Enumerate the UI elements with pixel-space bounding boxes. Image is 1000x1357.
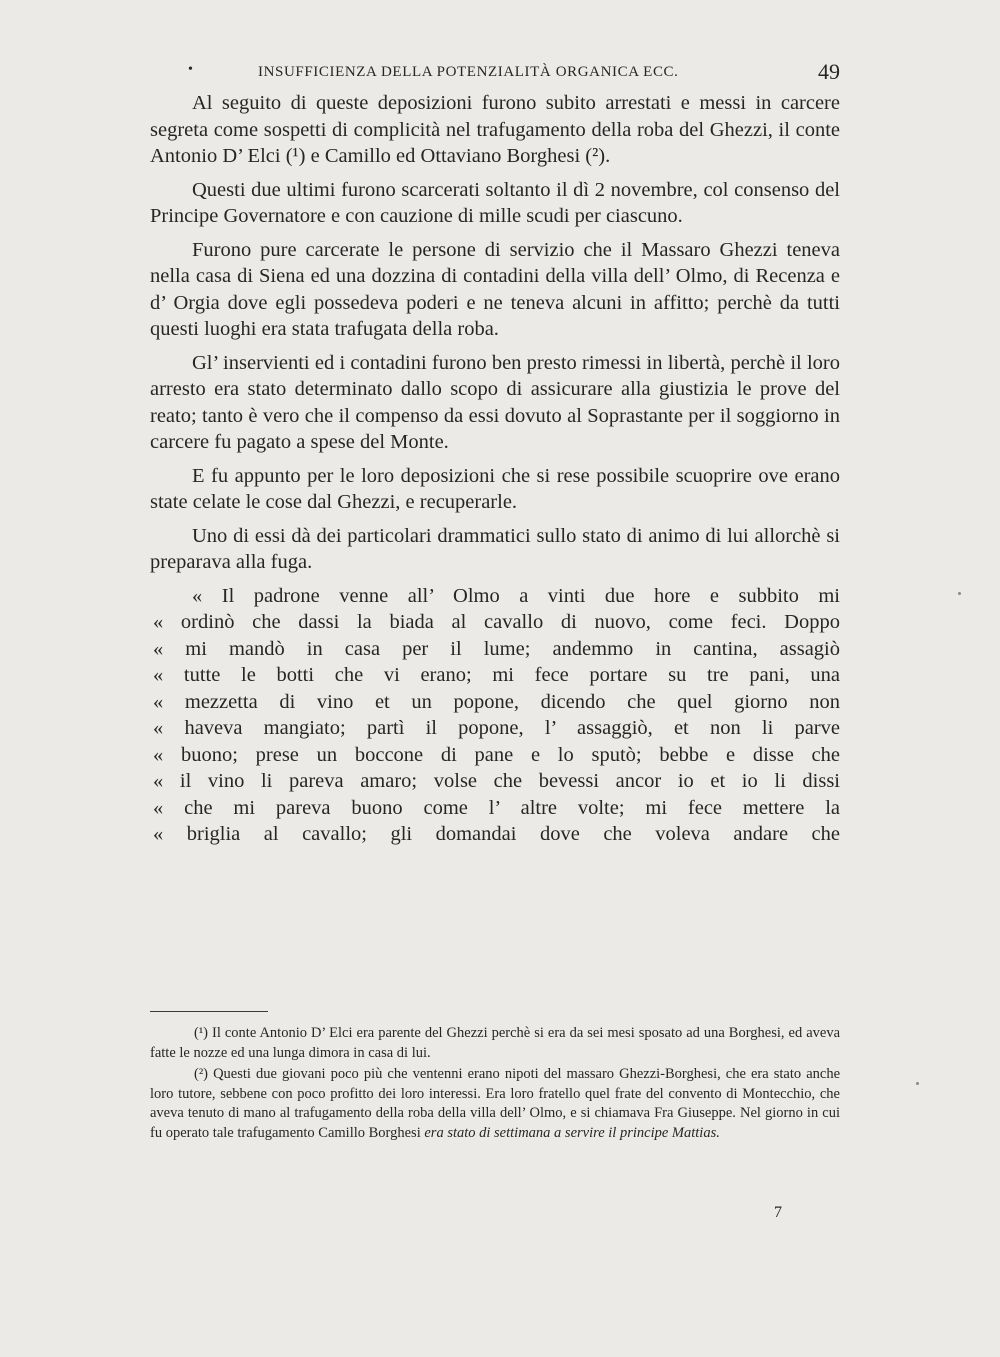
quote-line: « briglia al cavallo; gli domandai dove che voleva andare che [153, 823, 840, 845]
paragraph-drama: Uno di essi dà dei particolari drammatici sullo stato di animo di lui allorchè si preparava alla fuga. [150, 524, 840, 573]
paragraph-text: . [605, 145, 611, 167]
quote-line: « tutte le botti che vi erano; mi fece portare su tre pani, una [153, 664, 840, 686]
footnote-text: Il conte Antonio D’ Elci era parente del Ghezzi perchè si era da sei mesi sposato ad una Borghesi, ed aveva fatte le nozze ed una lunga dimora in casa di lui. [150, 1025, 840, 1061]
footnote-1 [150, 1024, 840, 1063]
footnote-2 [150, 1065, 840, 1143]
paragraph-liberty: Gl’ inservienti ed i contadini furono ben presto rimessi in libertà, perchè il loro arresto era stato determinato dallo scopo di assicurare alla giustizia le prove del reato; tanto è vero che il compenso da essi dovuto al Soprastante per il soggiorno in carcere fu pagato a spese del Monte. [150, 351, 840, 453]
footnote-mark: (²) [194, 1066, 209, 1082]
quote-line: « mezzetta di vino et un popone, dicendo che quel giorno non [153, 690, 840, 713]
footnotes [150, 1024, 840, 1145]
quote-line: « che mi pareva buono come l’ altre volte; mi fece mettere la [153, 796, 840, 819]
header-bullet: • [188, 62, 193, 77]
quoted-testimony [150, 583, 840, 848]
signature-mark: 7 [774, 1204, 782, 1221]
quote-line: « buono; prese un boccone di pane e lo sputò; bebbe e disse che [153, 743, 840, 766]
footnote-text: Questi due giovani poco più che ventenni erano nipoti del massaro Ghezzi-Borghesi, che era stato anche loro tutore, sebbene con poco profitto dei loro interessi. Era loro fratello quel frate del convento di Montecchio, che aveva tenuto di mano al trafugamento della roba della villa dell’ Olmo, e si chiamava Fra Giuseppe. Nel giorno in cui fu operato tale trafugamento Camillo Borghesi [150, 1066, 840, 1141]
running-head-title: INSUFFICIENZA DELLA POTENZIALITÀ ORGANICA ECC. [258, 64, 679, 80]
footnote-ref-2: (²) [585, 145, 606, 167]
running-head [188, 60, 840, 88]
quote-line: « Il padrone venne all’ Olmo a vinti due hore e subbito mi [192, 584, 840, 607]
quote-line: « haveva mangiato; partì il popone, l’ assaggiò, et non li parve [153, 717, 840, 739]
paragraph-release: Questi due ultimi furono scarcerati soltanto il dì 2 novembre, col consenso del Principe Governatore e con cauzione di mille scudi per ciascuno. [150, 178, 840, 227]
paragraph-servants: Furono pure carcerate le persone di servizio che il Massaro Ghezzi teneva nella casa di Siena ed una dozzina di contadini della villa dell’ Olmo, di Recenza e d’ Orgia dove egli possedeva poderi e ne teneva alcuni in affitto; perchè da tutti questi luoghi era stata trafugata della roba. [150, 238, 840, 340]
paragraph-arrests [150, 90, 840, 170]
quote-line: « il vino li pareva amaro; volse che bevessi ancor io et io li dissi [153, 770, 840, 792]
quote-line: « mi mandò in casa per il lume; andemmo in cantina, assagiò [153, 637, 840, 660]
body-text [150, 90, 840, 848]
paragraph-text: e Camillo ed Ottaviano Borghesi [305, 145, 586, 167]
footnote-italic-text: era stato di settimana a servire il principe Mattias. [424, 1124, 720, 1141]
footnote-divider [150, 1011, 268, 1012]
paragraph-depositions: E fu appunto per le loro deposizioni che si rese possibile scuoprire ove erano state celate le cose dal Ghezzi, e recuperarle. [150, 464, 840, 513]
paper-speck [916, 1082, 919, 1085]
footnote-ref-1: (¹) [285, 145, 306, 167]
quote-line: « ordinò che dassi la biada al cavallo di nuovo, come feci. Doppo [153, 611, 840, 633]
page-number: 49 [818, 59, 840, 84]
paragraph-text: Al seguito di queste deposizioni furono subito arrestati e messi in carcere segreta come sospetti di complicità nel trafugamento della roba del Ghezzi, il conte Antonio D’ Elci [150, 92, 840, 167]
paper-speck [958, 592, 961, 595]
footnote-mark: (¹) [194, 1025, 209, 1041]
